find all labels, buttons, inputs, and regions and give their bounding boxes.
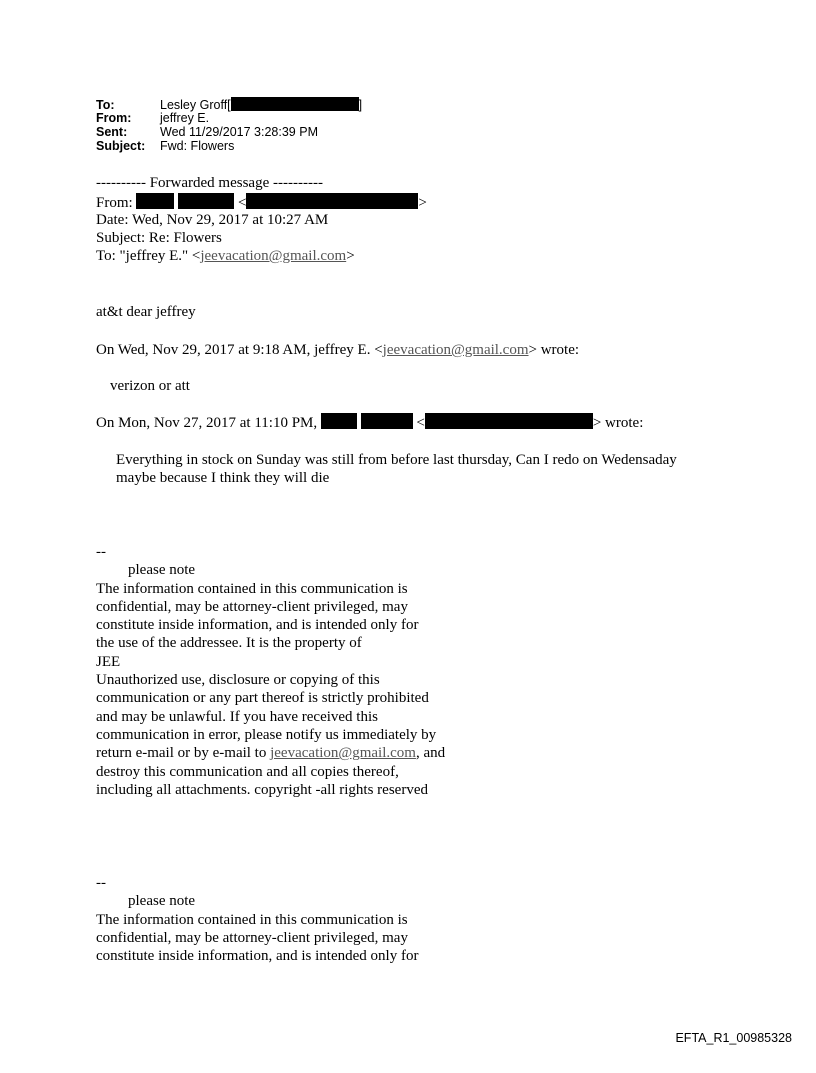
header-subject-row [96, 139, 234, 153]
signature-note: please note [128, 893, 196, 910]
signature-block [96, 543, 476, 799]
quote-header-1 [96, 341, 579, 359]
quote2-suffix: > wrote: [592, 415, 644, 431]
forwarded-from-label: From: [96, 195, 133, 211]
to-close: ] [358, 98, 363, 112]
lt-sign: < [237, 195, 247, 211]
forwarded-to-prefix: To: "jeffrey E." < [96, 248, 201, 264]
forwarded-from-row [96, 193, 427, 212]
signature-line: Unauthorized use, disclosure or copying of this [96, 672, 380, 689]
quote-header-2 [96, 413, 643, 432]
quoted-message-2-line1: Everything in stock on Sunday was still from before last thursday, Can I redo on Wedensaday [116, 452, 677, 468]
quote2-lt: < [416, 415, 425, 431]
from-value: jeffrey E. [160, 111, 210, 125]
header-to-row [96, 97, 362, 112]
redaction-box [425, 413, 593, 429]
signature-line: The information contained in this communication is [96, 580, 408, 597]
signature-dashes: -- [96, 875, 106, 891]
document-id: EFTA_R1_00985328 [675, 1031, 792, 1045]
signature-note: please note [128, 562, 196, 579]
redaction-box [178, 193, 234, 209]
email-suffix: , and [415, 745, 446, 762]
email-link[interactable]: jeevacation@gmail.com [382, 342, 529, 358]
redaction-box [321, 413, 357, 429]
quote1-prefix: On Wed, Nov 29, 2017 at 9:18 AM, jeffrey E. < [96, 342, 383, 358]
email-link[interactable]: jeevacation@gmail.com [200, 248, 347, 264]
signature-line: The information contained in this communication is [96, 911, 408, 928]
signature-line: including all attachments. copyright -all rights reserved [96, 781, 428, 798]
forwarded-subject: Subject: Re: Flowers [96, 230, 222, 246]
signature-line: confidential, may be attorney-client privileged, may [96, 929, 408, 946]
from-label: From: [96, 111, 132, 125]
email-link[interactable]: jeevacation@gmail.com [270, 745, 416, 762]
signature-line: communication in error, please notify us immediately by [96, 726, 437, 743]
signature-line: confidential, may be attorney-client privileged, may [96, 598, 408, 615]
subject-value: Fwd: Flowers [160, 139, 235, 153]
quoted-message-2-line2: maybe because I think they will die [116, 470, 330, 486]
signature-dashes: -- [96, 544, 106, 560]
to-label: To: [96, 98, 115, 112]
forwarded-to-row [96, 247, 355, 265]
gt-sign: > [418, 195, 427, 211]
to-value: Lesley Groff[ [160, 98, 231, 112]
redaction-box [231, 97, 359, 111]
signature-line: JEE [96, 653, 121, 670]
signature-line: the use of the addressee. It is the property of [96, 635, 362, 652]
signature-block-2 [96, 874, 476, 965]
quoted-message-1: verizon or att [110, 378, 190, 394]
redaction-box [361, 413, 413, 429]
signature-line: constitute inside information, and is intended only for [96, 948, 419, 965]
subject-label: Subject: [96, 139, 146, 153]
signature-line: destroy this communication and all copies thereof, [96, 763, 399, 780]
forwarded-date: Date: Wed, Nov 29, 2017 at 10:27 AM [96, 212, 329, 228]
sent-value: Wed 11/29/2017 3:28:39 PM [160, 125, 318, 139]
quote1-suffix: > wrote: [528, 342, 580, 358]
signature-line: and may be unlawful. If you have received this [96, 708, 378, 725]
signature-line: constitute inside information, and is intended only for [96, 617, 419, 634]
signature-line: communication or any part thereof is strictly prohibited [96, 690, 429, 707]
redaction-box [246, 193, 418, 209]
header-sent-row [96, 125, 318, 139]
redaction-box [136, 193, 174, 209]
forwarded-to-suffix: > [346, 248, 355, 264]
signature-email-line [96, 744, 476, 762]
reply-message: at&t dear jeffrey [96, 304, 196, 320]
email-prefix: return e-mail or by e-mail to [96, 745, 271, 762]
sent-label: Sent: [96, 125, 128, 139]
header-from-row [96, 111, 209, 125]
forwarded-banner: ---------- Forwarded message ---------- [96, 175, 323, 191]
quote2-prefix: On Mon, Nov 27, 2017 at 11:10 PM, [96, 415, 318, 431]
